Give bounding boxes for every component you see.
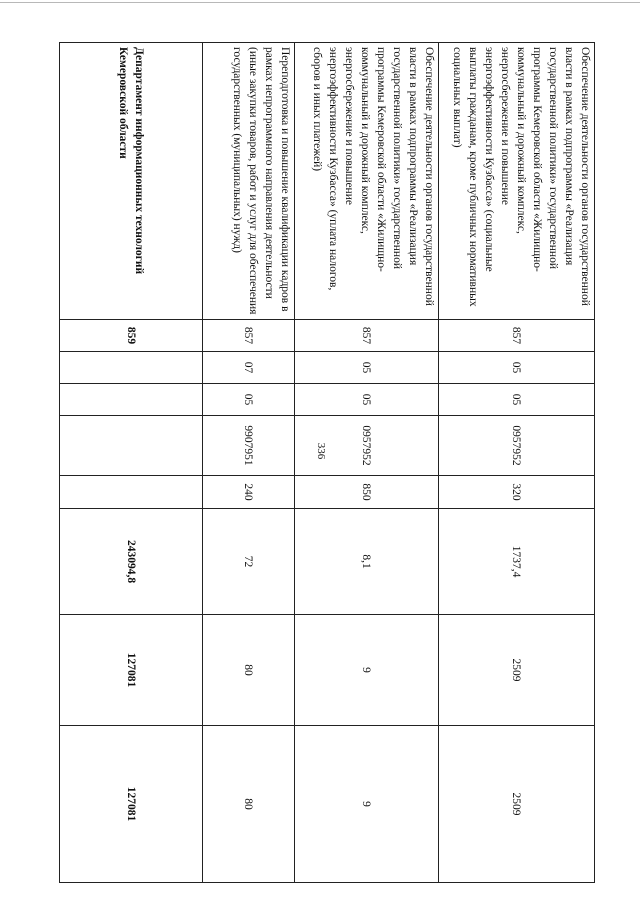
amount-cell: 2509: [439, 726, 595, 883]
section-code: [60, 352, 203, 384]
ministry-code: 859: [60, 320, 203, 352]
budget-table: [59, 42, 595, 883]
subsection-code: 05: [439, 384, 595, 416]
table-row-summary: [60, 43, 203, 883]
target-article-code: 0957952: [295, 416, 439, 476]
subsection-code: 05: [295, 384, 439, 416]
section-code: 05: [295, 352, 439, 384]
amount-cell: 80: [203, 615, 295, 726]
row-description: Обеспечение деятельности органов государственной власти в рамках подпрограммы «Реализация государственной политики» государственной программы Кемеровской области «Жилищно-коммунальный и дорожный комплекс, энергосбережение и повышение энергоэффективности Кузбасса» (уплата налогов, сборов и иных платежей): [295, 43, 439, 320]
target-article-code: [60, 416, 203, 476]
amount-cell: 9: [295, 726, 439, 883]
amount-cell: 2509: [439, 615, 595, 726]
target-article-code: 9907951: [203, 416, 295, 476]
table-row: [203, 43, 295, 883]
ministry-code: 857: [439, 320, 595, 352]
amount-cell: 1737,4: [439, 509, 595, 615]
amount-cell: 8,1: [295, 509, 439, 615]
amount-cell: 127081: [60, 615, 203, 726]
section-code: 05: [439, 352, 595, 384]
expense-type-code: 850: [295, 476, 439, 509]
amount-cell: 72: [203, 509, 295, 615]
section-code: 07: [203, 352, 295, 384]
expense-type-code: 320: [439, 476, 595, 509]
ministry-code: 857: [203, 320, 295, 352]
expense-type-code: [60, 476, 203, 509]
row-description: Обеспечение деятельности органов государственной власти в рамках подпрограммы «Реализация государственной политики» государственной программы Кемеровской области «Жилищно-коммунальный и дорожный комплекс, энергосбережение и повышение энергоэффективности Кузбасса» (социальные выплаты гражданам, кроме публичных нормативных социальных выплат): [439, 43, 595, 320]
target-article-code: 0957952: [439, 416, 595, 476]
ministry-code: 857: [295, 320, 439, 352]
rotated-table-container: [59, 42, 595, 882]
amount-cell: 127081: [60, 726, 203, 883]
scan-edge-line: [0, 2, 640, 3]
subsection-code: 05: [203, 384, 295, 416]
table-row: [439, 43, 595, 883]
subsection-code: [60, 384, 203, 416]
expense-type-code: 240: [203, 476, 295, 509]
table-row: [295, 43, 439, 883]
amount-cell: 9: [295, 615, 439, 726]
page-number: 336: [315, 442, 327, 460]
amount-cell: 243094,8: [60, 509, 203, 615]
row-description: Департамент информационных технологий Кемеровской области: [60, 43, 203, 320]
row-description: Переподготовка и повышение квалификации кадров в рамках непрограммного направления деятельности (иные закупки товаров, работ и услуг для обеспечения государственных (муниципальных) нужд): [203, 43, 295, 320]
amount-cell: 80: [203, 726, 295, 883]
